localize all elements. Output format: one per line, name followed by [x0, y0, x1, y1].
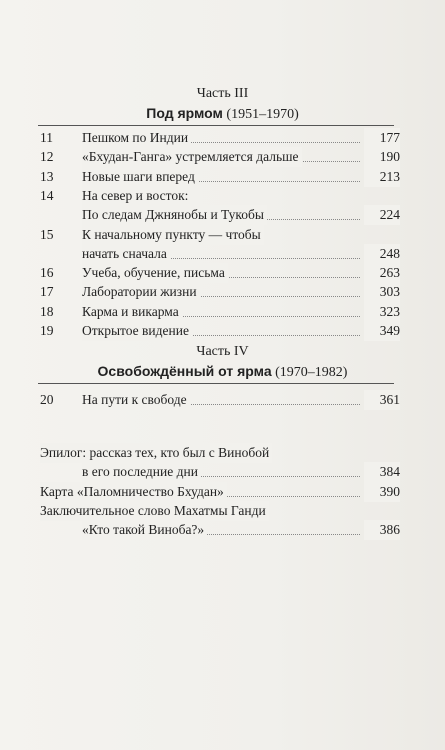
toc-entry [40, 263, 400, 283]
page-number: 213 [364, 167, 400, 187]
chapter-number: 18 [40, 303, 54, 319]
page-number: 248 [364, 244, 400, 264]
toc-entry [40, 225, 400, 245]
entry-title: Открытое видение [82, 321, 192, 341]
part-3-years: (1951–1970) [226, 107, 299, 122]
chapter-number: 11 [40, 130, 53, 145]
entry-title: Заключительное слово Махатмы Ганди [40, 501, 269, 521]
toc-entry [40, 128, 400, 148]
toc-entry [40, 321, 400, 341]
entry-title: в его последние дни [82, 462, 201, 482]
entry-title: К начальному пункту — чтобы [82, 225, 264, 245]
page-number: 303 [364, 282, 400, 302]
part-4-years: (1970–1982) [275, 365, 348, 380]
part-4-label: Часть IV [196, 344, 249, 359]
entry-title: Пешком по Индии [82, 128, 191, 148]
toc-entry [40, 501, 400, 521]
entry-title: начать сначала [82, 244, 170, 264]
chapter-number: 13 [40, 168, 54, 184]
entry-title: На север и восток: [82, 186, 191, 206]
entry-title: По следам Джнянобы и Тукобы [82, 205, 267, 225]
toc-entry [40, 390, 400, 410]
page-number: 323 [364, 302, 400, 322]
entry-title: Эпилог: рассказ тех, кто был с Винобой [40, 443, 272, 463]
page-number: 384 [364, 462, 400, 482]
page-number: 190 [364, 147, 400, 167]
page-number: 224 [364, 205, 400, 225]
part-4-title-bold: Освобождённый от ярма [97, 363, 272, 379]
toc-entry [40, 244, 400, 264]
page-number: 390 [364, 482, 400, 502]
toc-entry [40, 520, 400, 540]
toc-entry [40, 443, 400, 463]
page-number: 386 [364, 520, 400, 540]
chapter-number: 14 [40, 187, 54, 203]
chapter-number: 17 [40, 284, 54, 300]
part-3-rule [38, 125, 394, 126]
entry-title: Новые шаги вперед [82, 167, 198, 187]
page-number: 349 [364, 321, 400, 341]
entry-title: «Кто такой Виноба?» [82, 520, 207, 540]
page-number: 177 [364, 128, 400, 148]
part-4-title [0, 362, 445, 382]
page-number: 263 [364, 263, 400, 283]
chapter-number: 16 [40, 265, 54, 281]
entry-title: «Бхудан-Ганга» устремляется дальше [82, 147, 302, 167]
toc-entry [40, 482, 400, 502]
part-3-title-bold: Под ярмом [146, 105, 223, 121]
part-3-title [0, 104, 445, 124]
toc-entry [40, 186, 400, 206]
chapter-number: 15 [40, 226, 54, 242]
entry-title: Лаборатории жизни [82, 282, 200, 302]
toc-entry [40, 205, 400, 225]
toc-entry [40, 282, 400, 302]
page-number: 361 [364, 390, 400, 410]
part-3-label: Часть III [196, 86, 249, 101]
entry-title: На пути к свободе [82, 390, 190, 410]
toc-entry [40, 147, 400, 167]
chapter-number: 20 [40, 392, 54, 407]
chapter-number: 19 [40, 323, 54, 338]
chapter-number: 12 [40, 149, 54, 165]
entry-title: Карма и викарма [82, 302, 182, 322]
part-4-rule [38, 383, 394, 384]
toc-entry [40, 302, 400, 322]
toc-entry [40, 462, 400, 482]
toc-entry [40, 167, 400, 187]
entry-title: Учеба, обучение, письма [82, 263, 228, 283]
entry-title: Карта «Паломничество Бхудан» [40, 482, 227, 502]
